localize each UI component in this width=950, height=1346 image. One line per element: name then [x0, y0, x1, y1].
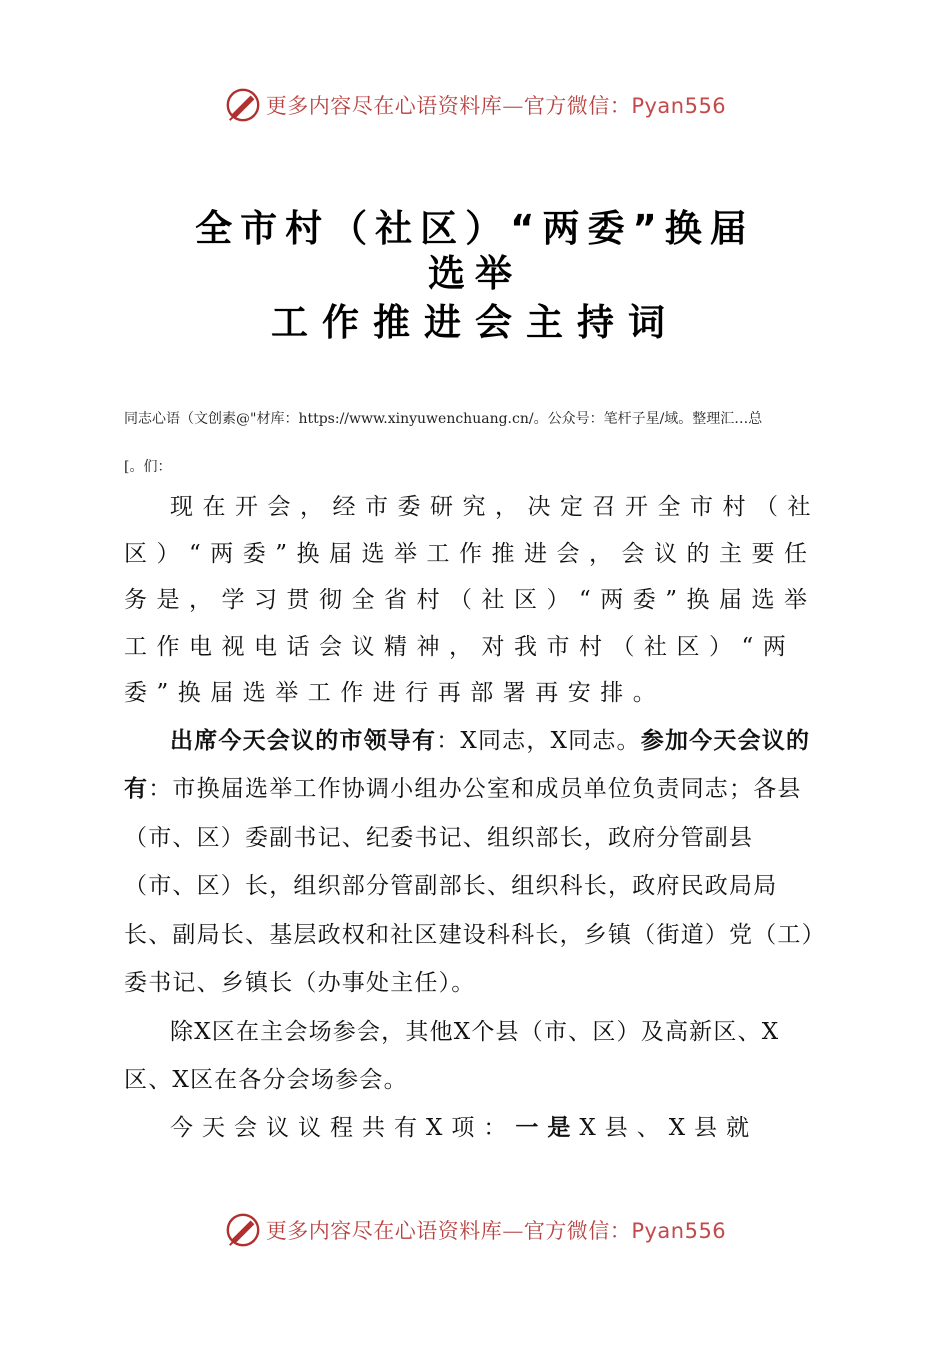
banner-wechat-id: Pyan556: [631, 94, 727, 118]
banner-dash: —: [502, 1219, 524, 1243]
paragraph-venues: 除X区在主会场参会，其他X个县（市、区）及高新区、X区、X区在各分会场参会。: [124, 1018, 780, 1093]
banner-wechat-label: 官方微信：: [523, 1219, 632, 1243]
paragraph-opening: 现在开会，经市委研究，决定召开全市村（社区）“两委”换届选举工作推进会，会议的主要任务是，学习贯彻全省村（社区）“两委”换届选举工作电视电话会议精神，对我市村（社区）“两委”换届选举工作进行再部署再安排。: [124, 494, 820, 706]
banner-wechat-id: Pyan556: [631, 1219, 727, 1243]
agenda-first-item-text: X县、X县就: [579, 1114, 759, 1141]
document-title-line-3: 工作推进会主持词: [271, 301, 679, 344]
attendees-leaders-heading: 出席今天会议的市领导有: [170, 727, 437, 754]
source-note-line-2: [。们：: [124, 459, 172, 475]
banner-brand-text: 更多内容尽在心语资料库: [265, 1219, 503, 1243]
document-title-line-1: 全市村（社区）“两委”换届: [195, 207, 755, 250]
document-title-line-2: 选举: [428, 252, 522, 295]
pen-logo-icon: [224, 1211, 262, 1249]
paragraph-attendees: [124, 717, 824, 1008]
paragraph-agenda: [124, 1105, 824, 1152]
attendees-leaders-text: ：X同志，X同志。: [436, 727, 641, 754]
footer-banner: [0, 1205, 950, 1255]
source-note-line-1: 同志心语（文创素@"材库：https://www.xinyuwenchuang.cn/。公众号：笔杆子星/域。整理汇…总: [124, 411, 763, 427]
header-banner: [0, 80, 950, 130]
agenda-intro: 今天会议议程共有X项：: [170, 1114, 516, 1141]
agenda-first-item-heading: 一是: [515, 1114, 580, 1141]
banner-dash: —: [502, 94, 524, 118]
document-body: [124, 484, 824, 1151]
attendees-participants-heading: 参加今天会议的有: [124, 727, 811, 802]
attendees-participants-text: ：市换届选举工作协调小组办公室和成员单位负责同志；各县（市、区）委副书记、纪委书记、组织部长，政府分管副县（市、区）长，组织部分管副部长、组织科长，政府民政局局长、副局长、基层政权和社区建设科科长，乡镇（街道）党（工）委书记、乡镇长（办事处主任）。: [124, 776, 815, 996]
pen-logo-icon: [224, 86, 262, 124]
banner-brand-text: 更多内容尽在心语资料库: [265, 94, 503, 118]
banner-wechat-label: 官方微信：: [523, 94, 632, 118]
